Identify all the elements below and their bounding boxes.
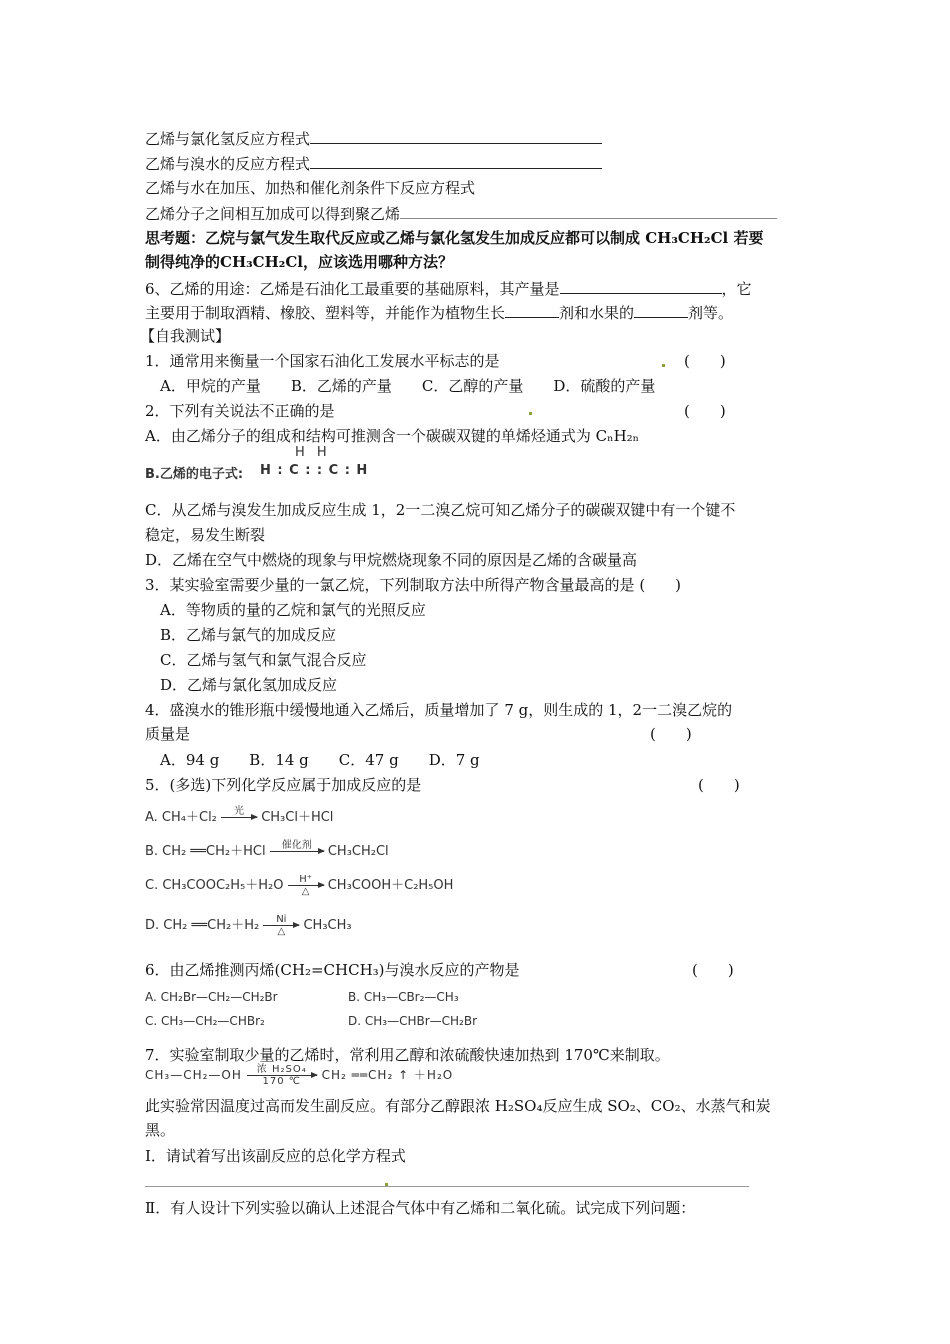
line-ethylene-water: 乙烯与水在加压、加热和催化剂条件下反应方程式: [145, 179, 476, 197]
q6-option-c: C. CH₃—CH₂—CHBr₂: [145, 1014, 265, 1028]
self-test-heading: 【自我测试】: [140, 327, 231, 345]
think-question: 思考题：乙烷与氯气发生取代反应或乙烯与氯化氢发生加成反应都可以制成 CH₃CH₂Cl 若要: [145, 229, 764, 247]
q6-answer-paren[interactable]: ( ): [692, 961, 734, 979]
answer-blank[interactable]: [505, 302, 559, 318]
q4-options: A．94 g B．14 g C．47 g D．7 g: [160, 751, 480, 769]
q4-answer-paren[interactable]: ( ): [650, 725, 692, 743]
q3-option-b: B．乙烯与氯气的加成反应: [160, 626, 337, 644]
q7-stem: 7．实验室制取少量的乙烯时，常利用乙醇和浓硫酸快速加热到 170℃来制取。: [145, 1046, 670, 1064]
answer-blank[interactable]: [560, 278, 722, 294]
q6-option-b: B. CH₃—CBr₂—CH₃: [348, 990, 459, 1004]
q5-option-c: C. CH₃COOC₂H₅＋H₂O H⁺ △ CH₃COOH＋C₂H₅OH: [145, 874, 454, 897]
scan-dot: [529, 412, 532, 415]
ethylene-uses: 6、乙烯的用途：乙烯是石油化工最重要的基础原料，其产量是 ，它: [145, 280, 752, 298]
line-ethylene-hcl: 乙烯与氯化氢反应方程式: [145, 128, 602, 149]
q1-options: A．甲烷的产量 B．乙烯的产量 C．乙醇的产量 D．硫酸的产量: [160, 377, 656, 395]
q7-paragraph-cont: 黑。: [145, 1121, 176, 1139]
electron-formula: H : C : : C : H: [260, 463, 369, 478]
q3-option-a: A．等物质的量的乙烷和氯气的光照反应: [160, 601, 426, 619]
scan-dot: [662, 364, 665, 367]
q4-stem-cont: 质量是: [145, 725, 191, 743]
scan-dot: [385, 1183, 388, 1186]
q7-part-ii: Ⅱ．有人设计下列实验以确认上述混合气体中有乙烯和二氧化硫。试完成下列问题：: [145, 1199, 696, 1217]
reaction-arrow: 光: [221, 806, 257, 829]
q5-option-d: D. CH₂ ══CH₂＋H₂ Ni △ CH₃CH₃: [145, 914, 352, 937]
line-polyethylene: 乙烯分子之间相互加成可以得到聚乙烯: [145, 203, 777, 224]
q2-stem: 2．下列有关说法不正确的是: [145, 402, 335, 420]
q5-answer-paren[interactable]: ( ): [698, 776, 740, 794]
q7-answer-line[interactable]: [145, 1186, 749, 1187]
q6-option-d: D. CH₃—CHBr—CH₂Br: [348, 1014, 478, 1028]
q3-stem: 3．某实验室需要少量的一氯乙烷，下列制取方法中所得产物含量最高的是 ( ): [145, 576, 682, 594]
think-question-cont: 制得纯净的CH₃CH₂Cl，应该选用哪种方法？: [145, 253, 453, 271]
reaction-arrow: 浓 H₂SO₄ 170 ℃: [247, 1064, 317, 1087]
answer-blank[interactable]: [400, 203, 777, 219]
q1-answer-paren[interactable]: ( ): [684, 352, 726, 370]
q3-option-d: D．乙烯与氯化氢加成反应: [160, 676, 338, 694]
q2-answer-paren[interactable]: ( ): [684, 402, 726, 420]
q7-part-i: Ⅰ．请试着写出该副反应的总化学方程式: [145, 1147, 406, 1165]
q5-option-a: A. CH₄＋Cl₂ 光 CH₃Cl＋HCl: [145, 806, 333, 829]
answer-blank[interactable]: [634, 302, 688, 318]
answer-blank[interactable]: [310, 128, 602, 144]
electron-formula-label: B.乙烯的电子式:: [145, 467, 244, 482]
q3-option-c: C．乙烯与氢气和氯气混合反应: [160, 651, 367, 669]
q2-option-c-cont: 稳定，易发生断裂: [145, 526, 266, 544]
q6-option-a: A. CH₂Br—CH₂—CH₂Br: [145, 990, 278, 1004]
q2-option-c: C．从乙烯与溴发生加成反应生成 1，2一二溴乙烷可知乙烯分子的碳碳双键中有一个键不: [145, 501, 736, 519]
reaction-arrow: H⁺ △: [288, 874, 324, 897]
q1-stem: 1．通常用来衡量一个国家石油化工发展水平标志的是: [145, 352, 500, 370]
q5-stem: 5．(多选)下列化学反应属于加成反应的是: [145, 776, 422, 794]
reaction-arrow: Ni △: [263, 914, 299, 937]
answer-blank[interactable]: [310, 153, 602, 169]
q2-option-a: A．由乙烯分子的组成和结构可推测含一个碳碳双键的单烯烃通式为 CₙH₂ₙ: [145, 427, 640, 445]
electron-formula-top: H H: [295, 445, 331, 460]
q7-equation: CH₃—CH₂—OH 浓 H₂SO₄ 170 ℃ CH₂ ══CH₂ ↑ ＋H₂O: [145, 1064, 454, 1087]
q7-paragraph: 此实验常因温度过高而发生副反应。有部分乙醇跟浓 H₂SO₄反应生成 SO₂、CO₂、水蒸气和炭: [145, 1097, 771, 1115]
reaction-arrow: 催化剂: [270, 840, 324, 863]
q2-option-d: D．乙烯在空气中燃烧的现象与甲烷燃烧现象不同的原因是乙烯的含碳量高: [145, 551, 638, 569]
line-ethylene-bromine: 乙烯与溴水的反应方程式: [145, 153, 602, 174]
q4-stem: 4．盛溴水的锥形瓶中缓慢地通入乙烯后，质量增加了 7 g，则生成的 1，2一二溴乙烷的: [145, 701, 733, 719]
ethylene-uses-cont: 主要用于制取酒精、橡胶、塑料等，并能作为植物生长 剂和水果的 剂等。: [145, 304, 734, 322]
q6-stem: 6．由乙烯推测丙烯(CH₂=CHCH₃)与溴水反应的产物是: [145, 961, 520, 979]
q5-option-b: B. CH₂ ══CH₂＋HCl 催化剂 CH₃CH₂Cl: [145, 840, 389, 863]
